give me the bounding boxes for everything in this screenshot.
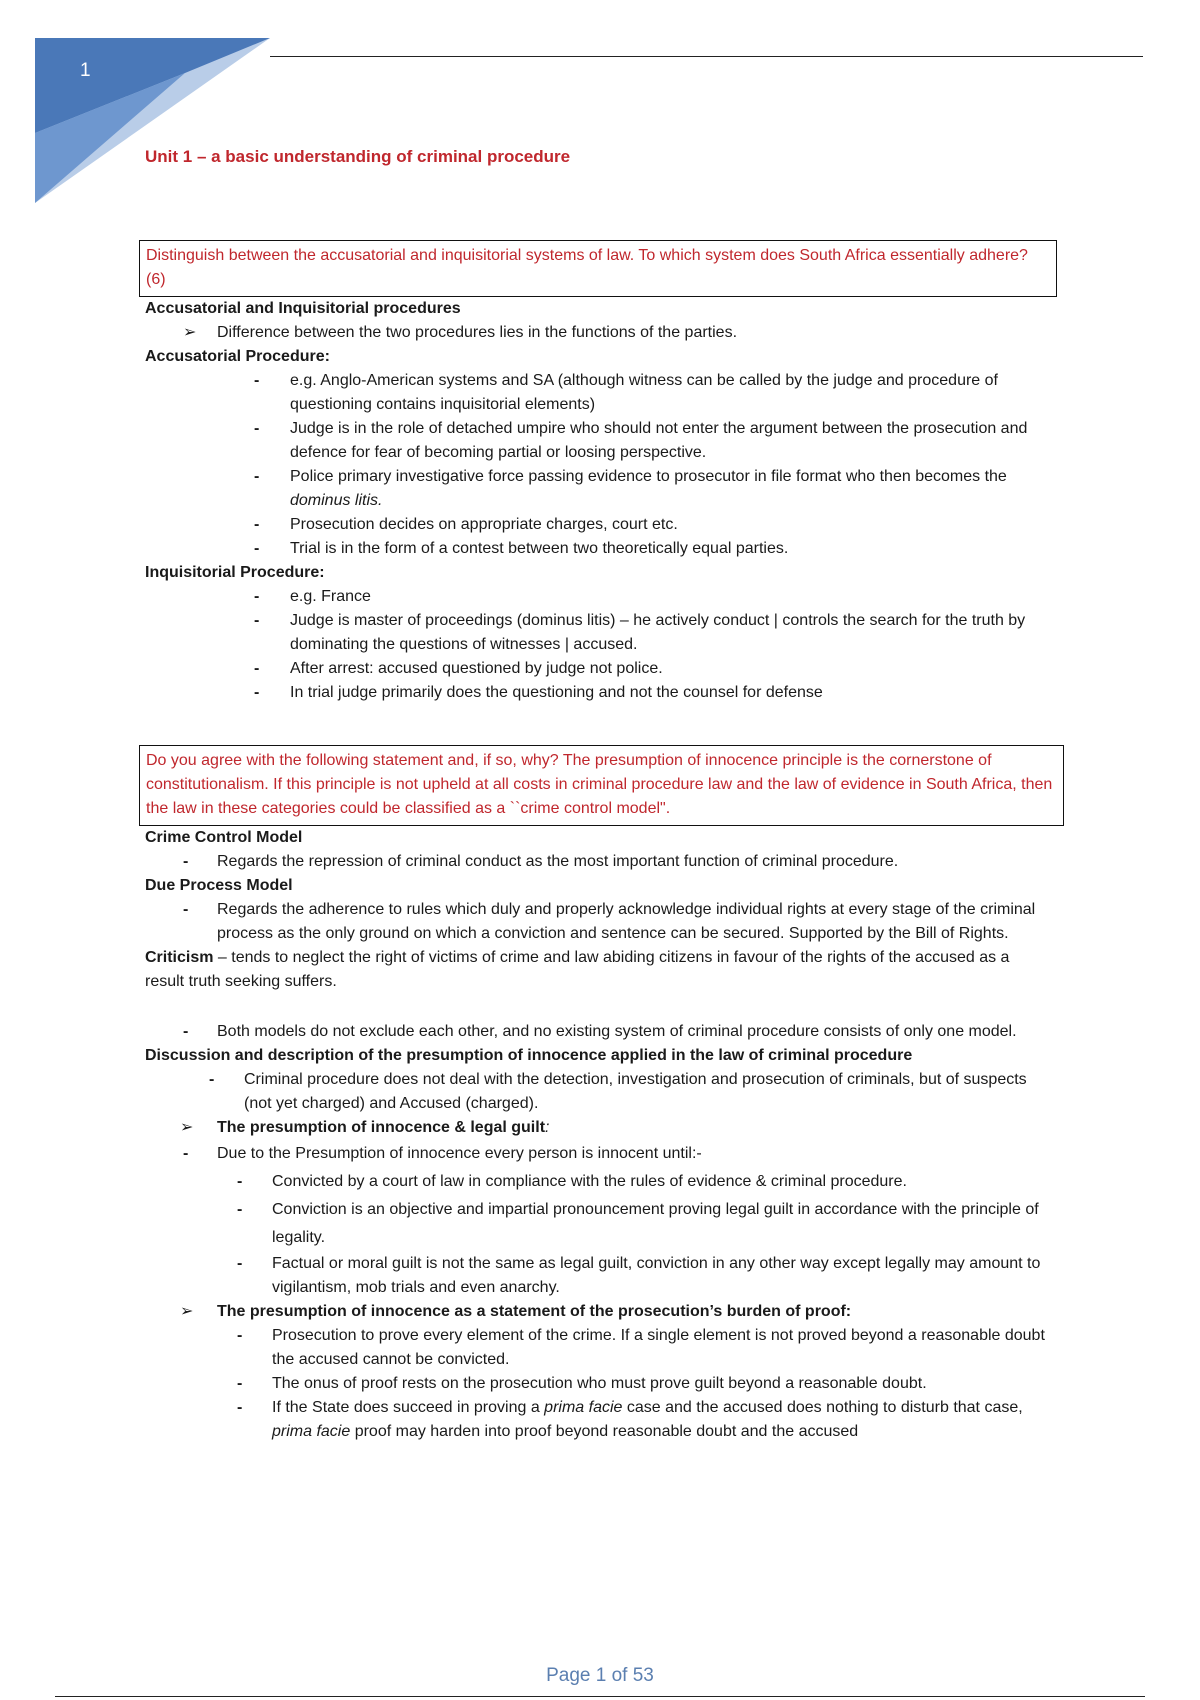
list-item: - Both models do not exclude each other, and no existing system of criminal procedure consists of only one model.	[0, 1020, 1200, 1044]
list-item: - e.g. Anglo-American systems and SA (although witness can be called by the judge and procedure of questioning contains inquisitorial elements)	[0, 369, 1200, 417]
list-item: - Regards the adherence to rules which duly and properly acknowledge individual rights at every stage of the criminal process as the only ground on which a conviction and sentence can be secured. Supported by the Bill of Rights.	[0, 898, 1200, 946]
list-item: ➢ Difference between the two procedures lies in the functions of the parties.	[0, 321, 1200, 345]
list-item: - The onus of proof rests on the prosecution who must prove guilt beyond a reasonable doubt.	[0, 1372, 1200, 1396]
list-item: - Judge is in the role of detached umpire who should not enter the argument between the prosecution and defence for fear of becoming partial or loosing perspective.	[0, 417, 1200, 465]
list-item: - Prosecution decides on appropriate charges, court etc.	[0, 513, 1200, 537]
list-item: - Judge is master of proceedings (dominus litis) – he actively conduct | controls the search for the truth by dominating the questions of witnesses | accused.	[0, 609, 1200, 657]
dash-bullet-icon: -	[183, 1023, 189, 1040]
dash-bullet-icon: -	[254, 660, 260, 677]
dash-bullet-icon: -	[254, 420, 260, 437]
dash-bullet-icon: -	[254, 540, 260, 557]
list-item: - Prosecution to prove every element of the crime. If a single element is not proved beyond a reasonable doubt the accused cannot be convicted.	[0, 1324, 1200, 1372]
criticism-paragraph: Criticism – tends to neglect the right of victims of crime and law abiding citizens in favour of the rights of the accused as a result truth seeking suffers.	[145, 949, 1010, 990]
dash-bullet-icon: -	[209, 1071, 215, 1088]
unit-title: Unit 1 – a basic understanding of criminal procedure	[145, 147, 571, 166]
dash-bullet-icon: -	[254, 612, 260, 629]
dash-bullet-icon: -	[254, 468, 260, 485]
list-item: - Police primary investigative force passing evidence to prosecutor in file format who then becomes the dominus litis.	[0, 465, 1200, 513]
list-item: - Due to the Presumption of innocence every person is innocent until:-	[0, 1140, 1200, 1168]
list-item: - Trial is in the form of a contest between two theoretically equal parties.	[0, 537, 1200, 561]
subheading-discussion: Discussion and description of the presumption of innocence applied in the law of criminal procedure	[145, 1047, 913, 1064]
dash-bullet-icon: -	[237, 1201, 243, 1218]
subheading-crime-control: Crime Control Model	[145, 829, 303, 846]
arrow-bullet-icon: ➢	[183, 324, 197, 341]
dash-bullet-icon: -	[254, 372, 260, 389]
list-item: - If the State does succeed in proving a prima facie case and the accused does nothing to disturb that case, prima facie proof may harden into proof beyond reasonable doubt and the accused	[0, 1396, 1200, 1444]
list-item: - After arrest: accused questioned by judge not police.	[0, 657, 1200, 681]
list-item: - Convicted by a court of law in compliance with the rules of evidence & criminal procedure.	[0, 1168, 1200, 1196]
dash-bullet-icon: -	[237, 1255, 243, 1272]
list-item: - In trial judge primarily does the questioning and not the counsel for defense	[0, 681, 1200, 705]
dash-bullet-icon: -	[254, 684, 260, 701]
page-number-badge: 1	[80, 60, 91, 81]
list-item: - Factual or moral guilt is not the same as legal guilt, conviction in any other way except legally may amount to vigilantism, mob trials and even anarchy.	[0, 1252, 1200, 1300]
dash-bullet-icon: -	[183, 853, 189, 870]
list-item: - e.g. France	[0, 585, 1200, 609]
dash-bullet-icon: -	[254, 588, 260, 605]
question-box-2: Do you agree with the following statement and, if so, why? The presumption of innocence principle is the cornerstone of constitutionalism. If this principle is not upheld at all costs in criminal procedure law and the law of evidence in South Africa, then the law in these categories could be classified as a ``crime control model".	[139, 745, 1064, 826]
list-item: ➢ The presumption of innocence as a statement of the prosecution’s burden of proof:	[0, 1300, 1200, 1324]
arrow-bullet-icon: ➢	[180, 1119, 194, 1136]
page-footer: Page 1 of 53	[546, 1665, 654, 1686]
dash-bullet-icon: -	[254, 516, 260, 533]
list-item: - Regards the repression of criminal conduct as the most important function of criminal procedure.	[0, 850, 1200, 874]
subheading-accusatorial: Accusatorial Procedure:	[145, 348, 330, 365]
page-content	[0, 240, 1200, 1444]
list-item: ➢ The presumption of innocence & legal guilt:	[0, 1116, 1200, 1140]
section-heading: Accusatorial and Inquisitorial procedures	[145, 300, 461, 317]
subheading-due-process: Due Process Model	[145, 877, 293, 894]
dash-bullet-icon: -	[237, 1327, 243, 1344]
arrow-bullet-icon: ➢	[180, 1303, 194, 1320]
question-box-1: Distinguish between the accusatorial and inquisitorial systems of law. To which system does South Africa essentially adhere? (6)	[139, 240, 1057, 297]
list-item: - Conviction is an objective and impartial pronouncement proving legal guilt in accordance with the principle of legality.	[0, 1196, 1200, 1252]
list-item: - Criminal procedure does not deal with the detection, investigation and prosecution of criminals, but of suspects (not yet charged) and Accused (charged).	[0, 1068, 1200, 1116]
dash-bullet-icon: -	[183, 1145, 189, 1162]
footer-rule	[55, 1696, 1145, 1697]
dash-bullet-icon: -	[237, 1399, 243, 1416]
header-rule	[270, 56, 1143, 57]
dash-bullet-icon: -	[237, 1375, 243, 1392]
dash-bullet-icon: -	[237, 1173, 243, 1190]
dash-bullet-icon: -	[183, 901, 189, 918]
corner-decoration	[35, 38, 270, 203]
subheading-inquisitorial: Inquisitorial Procedure:	[145, 564, 325, 581]
